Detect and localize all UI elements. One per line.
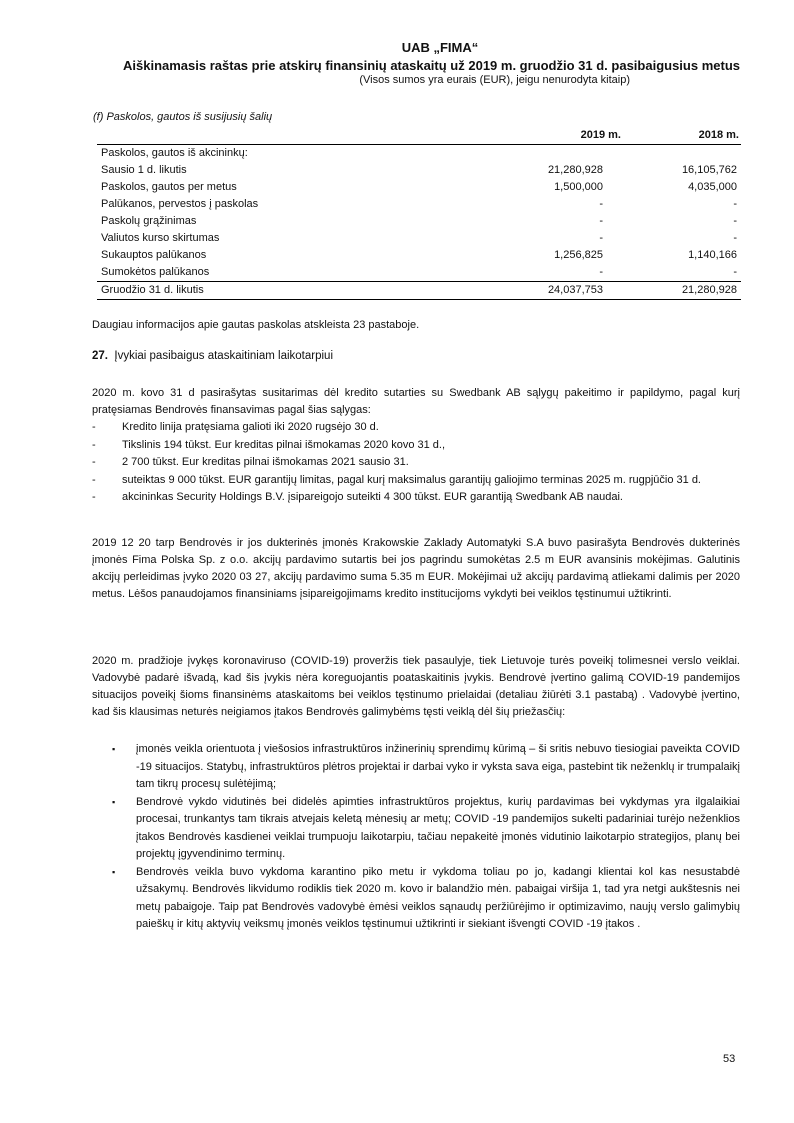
list-item (92, 489, 740, 507)
table-row (97, 179, 741, 196)
dash-marker: - (92, 438, 96, 451)
row-label: Palūkanos, pervestos į paskolas (101, 198, 259, 210)
loans-note: Daugiau informacijos apie gautas paskolas atskleista 23 pastaboje. (92, 319, 420, 331)
table-row (97, 264, 741, 282)
column-header-label (97, 127, 479, 145)
value-2019: 1,256,825 (554, 249, 603, 261)
value-2018: 4,035,000 (688, 181, 737, 193)
subsidiary-sale-paragraph: 2019 12 20 tarp Bendrovės ir jos dukterinės įmonės Krakowskie Zaklady Automatyki S.A buvo pasirašyta Bendrovės dukterinės įmonės Fima Polska Sp. z o.o. akcijų pardavimo sutartis bei jos pagrindu sumokėtas 2.5 m EUR avansinis mokėjimas. Galutinis akcijų perleidimas įvyko 2020 03 27, akcijų pardavimo suma 5.35 m EUR. Mokėjimai už akcijų pardavimą atliekami dalimis per 2020 metus. Lėšos panaudojamos finansiniams įsipareigojimams kredito institucijoms vykdyti bei veiklos tęstinumui užtikrinti. (92, 537, 740, 600)
value-2018: - (733, 215, 737, 227)
bullet-icon: ▪ (112, 796, 116, 807)
credit-agreement-intro: 2020 m. kovo 31 d pasirašytas susitarimas dėl kredito sutarties su Swedbank AB sąlygų pakeitimo ir papildymo, pagal kurį pratęsiamas Bendrovės finansavimas pagal šias sąlygas: (92, 387, 740, 416)
section-title: Įvykiai pasibaigus ataskaitiniam laikotarpiui (114, 350, 333, 362)
table-row (97, 196, 741, 213)
row-label: Paskolos, gautos iš akcininkų: (101, 147, 248, 159)
table-total-row (97, 282, 741, 300)
covid-reasons-list (112, 741, 740, 934)
value-2019: 1,500,000 (554, 181, 603, 193)
dash-marker: - (92, 491, 96, 503)
list-item-text: akcininkas Security Holdings B.V. įsipareigojo suteikti 4 300 tūkst. EUR garantiją Swedbank AB naudai. (122, 491, 623, 503)
list-item-text: Bendrovė vykdo vidutinės bei didelės apimties infrastruktūros projektus, kurių pardavimas bei vykdymas yra ilgalaikiai procesai, trunkantys tam tikrais atvejais keletą mėnesių ar metų; COVID -19 pandemijos sukelti padariniai turėjo neženklios įtakos Bendrovės kasdienei veiklai trumpuoju laikotarpiu, tačiau nepakeitė įmonės vidutinio laikotarpio strategijos, planų bei projektų įgyvendinimo terminų. (136, 795, 740, 860)
total-2018: 21,280,928 (623, 282, 741, 300)
table-row (97, 162, 741, 179)
bullet-icon: ▪ (112, 866, 116, 877)
value-2018 (623, 145, 741, 163)
dash-marker: - (92, 421, 96, 433)
section-27-heading (92, 350, 333, 362)
row-label: Sukauptos palūkanos (101, 249, 207, 261)
row-label: Sumokėtos palūkanos (101, 266, 210, 278)
dash-marker: - (92, 456, 96, 468)
list-item-text: įmonės veikla orientuota į viešosios infrastruktūros inžinerinių sprendimų kūrimą – ši sritis nebuvo tiesiogiai paveikta COVID -19 situacijos. Statybų, infrastruktūros plėtros projektai ir darbai vyko ir vyksta sava eiga, pastebint tik neženklų ir trumpalaikį tam tikrų procesų sulėtėjimą; (136, 743, 740, 790)
list-item (112, 794, 740, 864)
list-item (92, 454, 740, 472)
value-2018: 1,140,166 (688, 249, 737, 261)
list-item (92, 472, 740, 490)
list-item-text: suteiktas 9 000 tūkst. EUR garantijų limitas, pagal kurį maksimalus garantijų galiojimo terminas 2025 m. rugpjūčio 31 d. (122, 473, 701, 486)
value-2018: - (733, 232, 737, 244)
list-item (112, 864, 740, 934)
dash-marker: - (92, 473, 96, 486)
list-item-text: Kredito linija pratęsiama galioti iki 2020 rugsėjo 30 d. (122, 421, 379, 433)
table-row (97, 213, 741, 230)
value-2018: 16,105,762 (681, 164, 737, 176)
table-row (97, 230, 741, 247)
value-2019: - (599, 215, 603, 227)
value-2019: - (599, 266, 603, 278)
document-title: Aiškinamasis raštas prie atskirų finansinių ataskaitų už 2019 m. gruodžio 31 d. pasibaigusius metus (123, 58, 740, 73)
table-header-row (97, 127, 741, 145)
covid-paragraph: 2020 m. pradžioje įvykęs koronaviruso (COVID-19) proveržis tiek pasaulyje, tiek Lietuvoje turės poveikį tolimesnei verslo veiklai. Vadovybė padarė išvadą, kad šis įvykis nėra koreguojantis poataskaitinis įvykis. Bendrovė įvertino galimą COVID-19 pandemijos situacijos poveikį šioms finansinėms ataskaitoms bei veiklos tęstinumo prielaidai (detaliau žiūrėti 3.1 pastabą) . Vadovybė įvertino, kad šis klausimas neturės neigiamos įtakos Bendrovės galimybėms tęsti veiklą dėl šių priežasčių: (92, 655, 740, 718)
list-item-text: 2 700 tūkst. Eur kreditas pilnai išmokamas 2021 sausio 31. (122, 456, 409, 468)
table-row (97, 145, 741, 163)
credit-terms-list (92, 419, 740, 507)
value-2019 (479, 145, 623, 163)
list-item (92, 419, 740, 437)
column-header-2019: 2019 m. (479, 127, 623, 145)
list-item (92, 437, 740, 455)
value-2018: - (733, 198, 737, 210)
list-item-text: Tikslinis 194 tūkst. Eur kreditas pilnai išmokamas 2020 kovo 31 d., (122, 438, 446, 451)
column-header-2018: 2018 m. (623, 127, 741, 145)
total-label: Gruodžio 31 d. likutis (97, 282, 479, 300)
document-subtitle: (Visos sumos yra eurais (EUR), jeigu nenurodyta kitaip) (359, 74, 630, 86)
value-2019: - (599, 232, 603, 244)
section-f-title: (f) Paskolos, gautos iš susijusių šalių (93, 111, 273, 123)
total-2019: 24,037,753 (479, 282, 623, 300)
value-2019: 21,280,928 (547, 164, 603, 176)
value-2019: - (599, 198, 603, 210)
row-label: Paskolų grąžinimas (101, 215, 197, 227)
section-number: 27. (92, 350, 108, 362)
value-2018: - (733, 266, 737, 278)
row-label: Paskolos, gautos per metus (101, 181, 237, 193)
list-item-text: Bendrovės veikla buvo vykdoma karantino piko metu ir vykdoma toliau po jo, kadangi klientai kol kas nesustabdė užsakymų. Bendrovės likvidumo rodiklis tiek 2020 m. kovo ir balandžio mėn. pabaigai viršija 1, tad yra netgi aukštesnis nei metų pabaigoje. Taip pat Bendrovės vadovybė ėmėsi veiklos sąnaudų peržiūrėjimo ir optimizavimo, naujų verslo galimybių paieškų ir kitų aktyvių veiksmų įmonės veiklos tęstinumui užtikrinti ir siekiant išvengti COVID -19 įtakos . (136, 865, 740, 930)
bullet-icon: ▪ (112, 744, 116, 754)
row-label: Sausio 1 d. likutis (101, 164, 187, 176)
table-row (97, 247, 741, 264)
page-number: 53 (723, 1053, 736, 1065)
list-item (112, 741, 740, 794)
related-party-loans-table (97, 127, 741, 300)
company-name: UAB „FIMA“ (401, 40, 479, 55)
row-label: Valiutos kurso skirtumas (101, 232, 220, 244)
